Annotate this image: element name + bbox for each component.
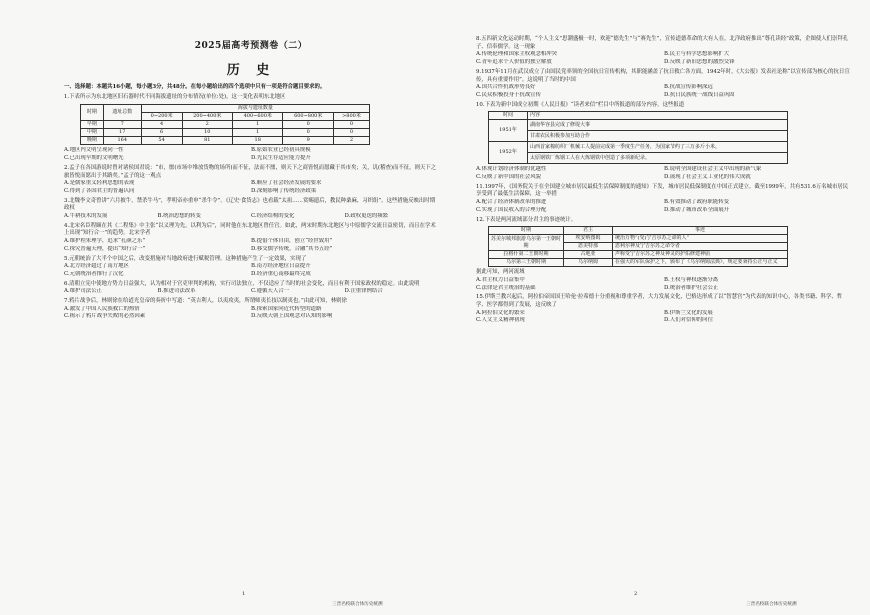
option[interactable]: A.地区内文明呈现同一性 xyxy=(64,147,124,154)
table-cell: 恩利尔神及宁吉尔苏之命令者 xyxy=(613,243,788,251)
option[interactable]: D.经济重心南移最终完成 xyxy=(251,270,311,277)
option[interactable]: D.政权更迭的频繁 xyxy=(344,213,389,220)
option[interactable]: A.配合了经济体制改革的推进 xyxy=(476,199,547,206)
table-cell: 湖南华容县完成了修堤大事 xyxy=(528,120,788,131)
table-cell: 1 xyxy=(233,129,283,137)
option[interactable]: D.先民生存适应能力提升 xyxy=(251,155,311,162)
option[interactable]: C.得到了各国君主的普遍认同 xyxy=(64,187,135,194)
table-2-col-content: 内容 xyxy=(528,112,788,120)
question-11-options xyxy=(476,199,852,214)
option[interactable]: D.推动了城市改革全面展开 xyxy=(664,206,730,213)
question-6: 6.清朝立宪中使地方势力日益强大，认为相对于官吏审判的机构，实行司法独立，不仅适应了当时的社会变化，而且有利于国家政权的稳定。由此说明 xyxy=(64,280,420,287)
subject-title: 历 史 xyxy=(226,63,276,78)
table-cell: 中期 xyxy=(81,129,104,137)
question-12: 12.下表是两河流域部分君主的事迹统计。 xyxy=(476,216,577,223)
option[interactable]: D.移交儒学传统，合融“其书五经” xyxy=(251,245,333,252)
question-8-options xyxy=(476,51,852,66)
table-1-col: 200~400米 xyxy=(182,113,232,121)
option[interactable]: A.维护程朱理学，追求“孔颜之乐” xyxy=(64,238,146,245)
option[interactable]: C.反映了新中国的社会风貌 xyxy=(476,174,541,181)
option[interactable]: D.反映了新旧思想的激烈交锋 xyxy=(664,59,735,66)
question-9-options xyxy=(476,84,852,99)
table-cell: 6 xyxy=(141,129,182,137)
table-cell: 苏美尔城邦旅游乌尔第一王朝时期 xyxy=(489,235,564,251)
option[interactable]: B.原始农业已经初具规模 xyxy=(251,147,311,154)
table-2 xyxy=(488,111,788,164)
question-4: 4.北宋名臣程颐在其《二程集》中主张“以义理为先，以利为后”，同时他在东北地区曾任官。如此，两宋时期东北地区与中原儒学交流日益密切，而且在学术上出现“知行合一”的趋势。北宋学者 xyxy=(64,222,436,237)
question-12-options xyxy=(476,277,852,292)
option[interactable]: B.民主与科学思想影响扩大 xyxy=(664,51,729,58)
question-7: 7.鸦片战争后，林则徐在给道光皇帝的奏折中写道：“英吉利人，以夷攻夷，所谓师夷长技以制夷也。”由此可知，林则徐 xyxy=(64,298,347,305)
option[interactable]: D.统治者维护社会公正 xyxy=(664,284,719,291)
option[interactable]: C.实现了国民收入的合理分配 xyxy=(476,206,547,213)
option[interactable]: C.已出现早期的文明曙光 xyxy=(64,155,124,162)
option[interactable]: A.国共合作抗战形势良好 xyxy=(476,84,536,91)
table-row xyxy=(489,153,788,164)
table-cell: 0 xyxy=(283,129,333,137)
question-8: 8.五四新文化运动时期，“个人主义”思潮盛极一时，欢迎“德先生”与“赛先生”，宣传道德革命的大有人在，北洋政府推出“尊孔读经”政策，企图使人们崇拜孔子、信奉儒学。这一现象 xyxy=(476,36,849,50)
table-cell: 统治万物“(受)宁吉尔苏之命的人” xyxy=(613,235,788,243)
table-cell: 恩美特那 xyxy=(564,243,613,251)
table-cell: 54 xyxy=(141,137,182,145)
question-9: 9.1937年11月在武汉成立了由国民党率领的全国抗日宣传机构，其职能涵盖了抗日救亡各方面，1942年时，《大公报》发表社论称“以宣传部为核心的抗日宣传，具有重要作用”。这说明了当时的中国 xyxy=(476,68,850,83)
table-row xyxy=(489,251,788,259)
option[interactable]: A.维护司法公正 xyxy=(64,288,102,295)
question-7-options xyxy=(64,306,438,321)
table-cell: 拉格什第二王朝时期 xyxy=(489,251,564,259)
table-cell: 2 xyxy=(182,121,232,129)
option[interactable]: B.南方经济地位日益提升 xyxy=(251,263,311,270)
table-cell: 山西首家棉纺织厂机械工人提前完成第一季度生产任务，为国家节约了三万多斤小米。 xyxy=(528,142,788,153)
table-cell: 164 xyxy=(103,137,141,145)
table-cell: 7 xyxy=(103,121,141,129)
option[interactable]: C.经济结构的变化 xyxy=(251,213,295,220)
exam-title: 2025届高考预测卷（二） xyxy=(194,41,308,51)
table-3 xyxy=(488,226,788,267)
option[interactable]: A.激发了中国人民族救亡的热情 xyxy=(64,305,140,312)
page-footer: 三晋名校联合体历史统测 xyxy=(746,602,797,607)
page-number: 2 xyxy=(634,591,638,597)
table-cell: 晚期 xyxy=(81,137,104,145)
option[interactable]: B.抗战宣传影响深远 xyxy=(664,84,713,91)
table-cell: 埃安纳图姆 xyxy=(564,235,613,243)
table-row xyxy=(489,120,788,131)
table-cell: 甘肃农民积极参加互助合作 xyxy=(528,131,788,142)
question-2-options xyxy=(64,180,438,195)
table-cell: 2 xyxy=(333,137,369,145)
table-cell: 早期 xyxy=(81,121,104,129)
question-3-options xyxy=(64,213,438,221)
table-cell: 0 xyxy=(333,121,369,129)
table-1-col: 0~200米 xyxy=(141,113,182,121)
table-3-col: 事迹 xyxy=(613,227,788,235)
table-row xyxy=(489,235,788,243)
question-11: 11.1997年，《国务院关于在全国建立城市居民最低生活保障制度的通知》下发，城市居民低保制度在中国正式建立。截至1999年，共有531.6万名城市居民享受到了最低生活保障，这一举措 xyxy=(476,183,849,198)
table-cell: 81 xyxy=(182,137,232,145)
table-cell: 1 xyxy=(233,121,283,129)
question-10: 10.下表为新中国成立初期《人民日报》“读者来信”栏目中所报道的部分内容。这些报道 xyxy=(476,101,685,108)
table-1-col: >800米 xyxy=(333,113,369,121)
option[interactable]: C.人文主义精神初现 xyxy=(476,317,525,324)
right-page xyxy=(476,0,852,615)
option[interactable]: C.民众积极投身于抗战宣传 xyxy=(476,91,541,98)
table-row xyxy=(81,121,370,129)
option[interactable]: B.有效推动了政府职能转变 xyxy=(664,199,729,206)
option[interactable]: B.提倡个体自由，创立“经世致用” xyxy=(251,238,333,245)
table-cell: 9 xyxy=(283,137,333,145)
table-1-col: 600~800米 xyxy=(283,113,333,121)
table-1-col-total: 遗址总数 xyxy=(103,105,141,121)
option[interactable]: A.牛耕技术的发展 xyxy=(64,213,108,220)
option[interactable]: A.北方经济超过了南方地区 xyxy=(64,263,129,270)
table-row xyxy=(489,259,788,267)
option[interactable]: B.说明全国建设社会主义中出现的新气象 xyxy=(664,166,762,173)
table-cell: 乌尔纳姆 xyxy=(564,259,613,267)
table-cell: 1952年 xyxy=(489,142,528,164)
table-cell: 4 xyxy=(141,121,182,129)
table-cell: 10 xyxy=(182,129,232,137)
table-1-corner: 时期 xyxy=(81,105,104,121)
option[interactable]: C.元朝统治者推行了汉化 xyxy=(64,270,124,277)
table-cell: 古地亚 xyxy=(564,251,613,259)
option[interactable]: B.推进司法改革 xyxy=(157,288,196,295)
option[interactable]: A.传统伦理和国家主权观念相冲突 xyxy=(476,51,558,58)
table-cell: 1951年 xyxy=(489,120,528,142)
question-12-lead: 据此可知，两河流域 xyxy=(476,269,525,276)
question-1-options xyxy=(64,147,438,162)
table-cell: 声称受宁吉尔苏之神及神灵的护佑修建神庙 xyxy=(613,251,788,259)
option[interactable]: D.注重律例结合 xyxy=(344,288,383,295)
option[interactable]: A.是儒家重义轻利思想的表现 xyxy=(64,180,135,187)
option[interactable]: B.伊斯兰文化的发展 xyxy=(664,309,713,316)
table-cell: 17 xyxy=(103,129,141,137)
option[interactable]: B.顺应了社会经济发展的要求 xyxy=(251,180,322,187)
question-1: 1.下表所示为东北地区旧石器时代不同海拔遗址的分布情况(单位:处)，这一变化表明东北地区 xyxy=(64,93,286,100)
question-15: 15.伊斯兰教兴起后，阿拉伯帝国国王哈伦·拉希德十分重视和尊重学者，大力发展文化，巴格达形成了以“智慧宫”为代表的知识中心，各类书籍、科学、哲学、医学都得到了发展，这反映了 xyxy=(476,294,843,309)
table-1-group-header: 海拔与遗址数量 xyxy=(141,105,369,113)
question-6-options xyxy=(64,288,438,296)
table-row xyxy=(489,142,788,153)
table-3-col: 时期 xyxy=(489,227,564,235)
left-page xyxy=(64,0,438,615)
table-3-col: 君主 xyxy=(564,227,613,235)
table-1-col: 400~600米 xyxy=(233,113,283,121)
option[interactable]: B.王权与神权逐渐分离 xyxy=(664,276,719,283)
page-number: 1 xyxy=(242,591,246,597)
option[interactable]: A.阿拉伯文化的繁荣 xyxy=(476,309,525,316)
table-1 xyxy=(80,104,370,145)
option[interactable]: D.反映天朝上国观念对认知的影响 xyxy=(251,313,333,320)
table-cell: 乌尔第三王朝时期 xyxy=(489,259,564,267)
table-cell: 0 xyxy=(283,121,333,129)
question-10-options xyxy=(476,166,852,181)
option[interactable]: C.法律是君主统治的基础 xyxy=(476,284,536,291)
table-cell: 0 xyxy=(333,129,369,137)
question-5: 5.元朝统治了大半个中国之后，改变措施对当地政府进行赋税管理。这种措施产生了一定效果，实现了 xyxy=(64,255,307,262)
section-heading: 一、选择题：本题共16小题，每小题3分，共48分。在每小题给出的四个选项中只有一项是符合题目要求的。 xyxy=(64,84,326,90)
option[interactable]: C.青年追求个人价值的独立解放 xyxy=(476,59,552,66)
option[interactable]: B.探索国家向近代转型的道路 xyxy=(251,305,322,312)
option[interactable]: C.遵循天人合一 xyxy=(251,288,289,295)
option[interactable]: B.统治思想的转变 xyxy=(157,213,201,220)
option[interactable]: D.深刻影响了传统经济政策 xyxy=(251,187,317,194)
table-cell: 太原钢铁厂炼钢工人在大炼钢铁中创造了多项新纪录。 xyxy=(528,153,788,164)
option[interactable]: A.体现计划经济体制的优越性 xyxy=(476,166,547,173)
option[interactable]: D.人们对信仰的向往 xyxy=(664,317,713,324)
question-5-options xyxy=(64,263,438,278)
table-row xyxy=(81,129,370,137)
option[interactable]: D.展现了社会主义工业化的伟大成就 xyxy=(664,174,751,181)
table-cell: 18 xyxy=(233,137,283,145)
table-2-col-time: 时间 xyxy=(489,112,528,120)
option[interactable]: C.揭示了鸦片战争失败的必然因素 xyxy=(64,313,146,320)
table-row xyxy=(81,137,370,145)
option[interactable]: D.抗日民族统一战线日益巩固 xyxy=(664,91,735,98)
question-4-options xyxy=(64,238,438,253)
option[interactable]: A.君主权力日益集中 xyxy=(476,276,525,283)
table-row xyxy=(489,131,788,142)
table-cell: 在强大的军队保护之下，颁布了《乌尔纳姆法典》，规定要秉持公正与正义 xyxy=(613,259,788,267)
page-footer: 三晋名校联合体历史统测 xyxy=(332,602,383,607)
question-15-options xyxy=(476,310,852,325)
option[interactable]: C.探究普遍天理，提出“知行合一” xyxy=(64,245,146,252)
question-3: 3.北魏李文奇曾讲“六月披牛，禁杀牛马”，孝明帝亦重申“杀牛令”。《辽史·食货志》也看载“太祖……赏赐遗后，教民种桑麻，习织组”。这些措施反映出时期政权 xyxy=(64,197,436,212)
question-2: 2.孟子在各国游说时曾对诸侯国君说：“市，廛(市场中堆放货物的场所)而不征，法而不廛，则天下之商皆悦而愿藏于其市矣；关，讥(稽查)而不征，则天下之旅皆悦而愿出于其路矣。”孟子的这一观点 xyxy=(64,164,437,179)
